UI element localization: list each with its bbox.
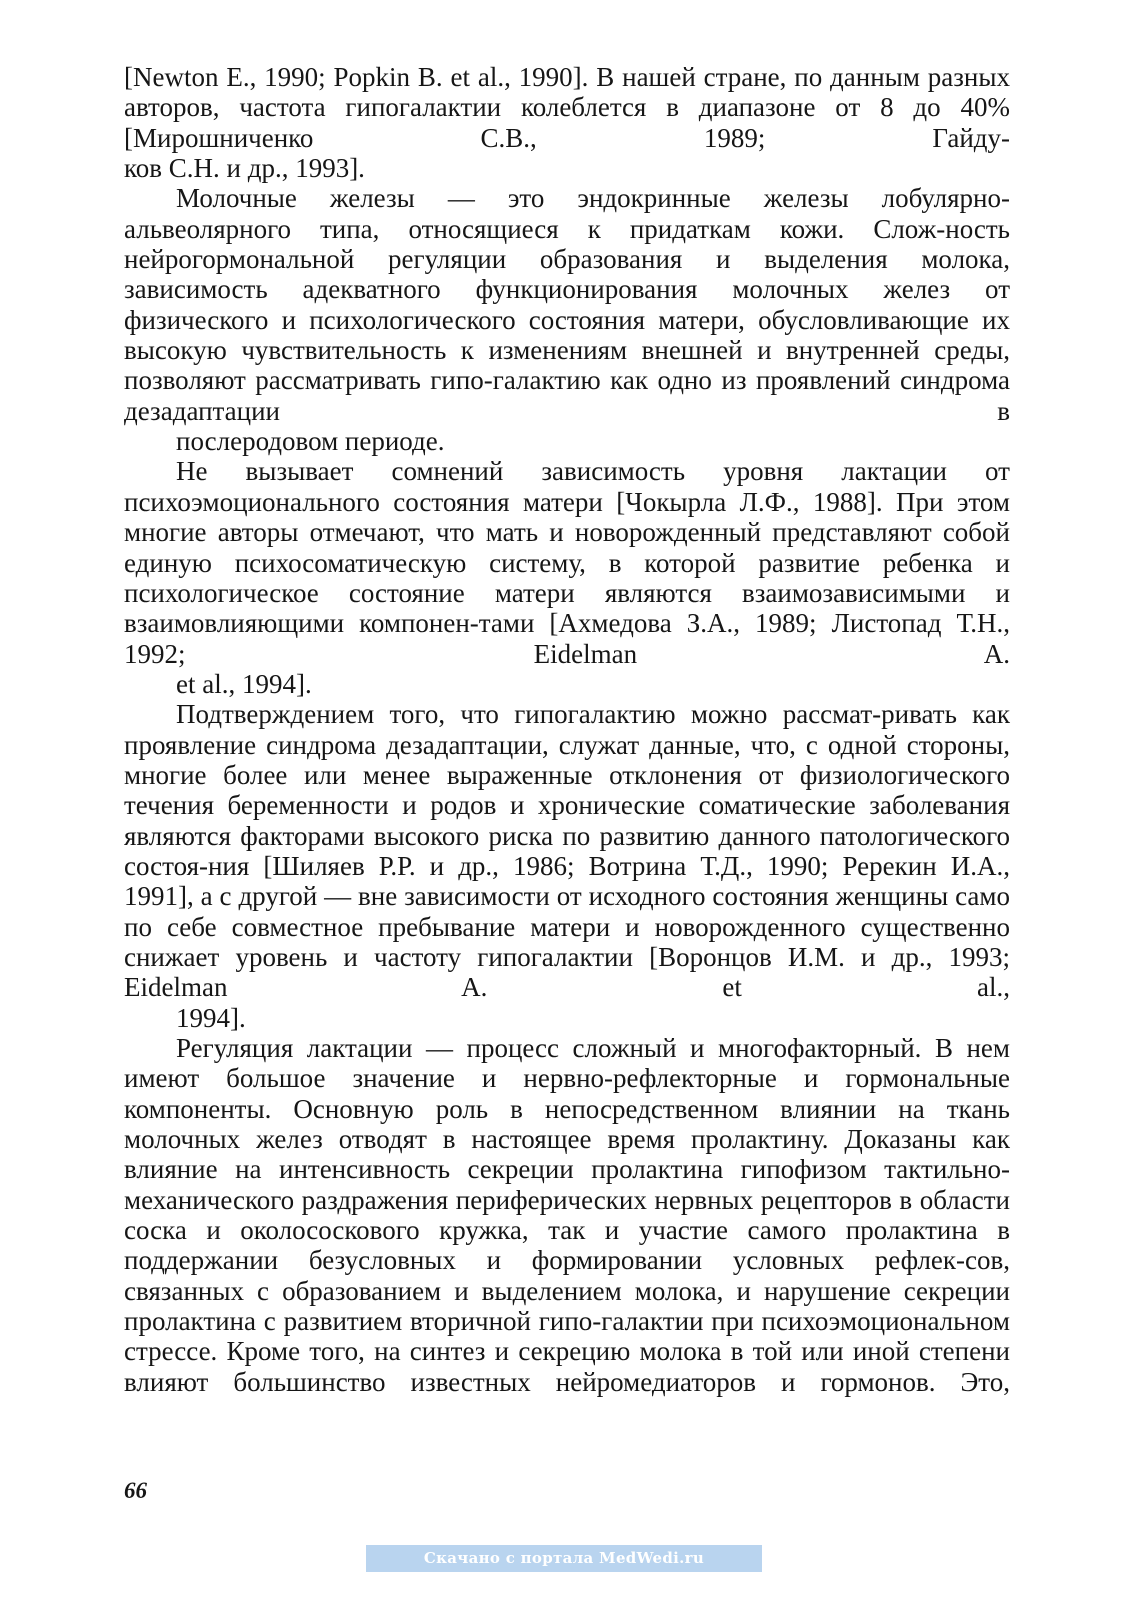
paragraph-3-text: Не вызывает сомнений зависимость уровня лактации от психоэмоционального состояния матери [Чокырла Л.Ф., 1988]. При этом многие авторы отмечают, что мать и новорожденный представляют собой единую психосоматическую систему, в которой развитие ребенка и психологическое состояние матери являются взаимозависимыми и взаимовлияющими компонен-тами [Ахмедова З.А., 1989; Листопад Т.Н., 1992; Eidelman A.: [124, 456, 1010, 669]
paragraph-4: [124, 699, 1010, 1033]
page-number: 66: [124, 1478, 147, 1503]
paragraph-3-last-line: et al., 1994].: [176, 668, 312, 699]
paragraph-2-last-line: послеродовом периоде.: [176, 426, 445, 457]
paragraph-1-last-line: ков С.Н. и др., 1993].: [124, 153, 365, 184]
paragraph-4-last-line: 1994].: [176, 1002, 246, 1033]
paragraph-5-text: Регуляция лактации — процесс сложный и многофакторный. В нем имеют большое значение и нервно-рефлекторные и гормональные компоненты. Основную роль в непосредственном влиянии на ткань молочных желез отводят в настоящее время пролактину. Доказаны как влияние на интенсивность секреции пролактина гипофизом тактильно-механического раздражения периферических нервных рецепторов в области соска и околососкового кружка, так и участие самого пролактина в поддержании безусловных и формировании условных рефлек-сов, связанных с образованием и выделением молока, и нарушение секреции пролактина с развитием вторичной гипо-галактии при психоэмоциональном стрессе. Кроме того, на синтез и секрецию молока в той или иной степени влияют большинство известных нейромедиаторов и гормонов. Это,: [124, 1033, 1010, 1397]
paragraph-5: [124, 1033, 1010, 1397]
paragraph-1: [124, 62, 1010, 183]
paragraph-2-text: Молочные железы — это эндокринные железы лобулярно-альвеолярного типа, относящиеся к придаткам кожи. Слож-ность нейрогормональной регуляции образования и выделения молока, зависимость адекватного функционирования молочных желез от физического и психологического состояния матери, обусловливающие их высокую чувствительность к изменениям внешней и внутренней среды, позволяют рассматривать гипо-галактию как одно из проявлений синдрома дезадаптации в: [124, 183, 1010, 426]
paragraph-4-text: Подтверждением того, что гипогалактию можно рассмат-ривать как проявление синдрома дезадаптации, служат данные, что, с одной стороны, многие более или менее выраженные отклонения от физиологического течения беременности и родов и хронические соматические заболевания являются факторами высокого риска по развитию данного патологического состоя-ния [Шиляев Р.Р. и др., 1986; Вотрина Т.Д., 1990; Ререкин И.А., 1991], а с другой — вне зависимости от исходного состояния женщины само по себе совместное пребывание матери и новорожденного существенно снижает уровень и частоту гипогалактии [Воронцов И.М. и др., 1993; Eidelman A. et al.,: [124, 699, 1010, 1003]
paragraph-2: [124, 183, 1010, 456]
paragraph-3: [124, 456, 1010, 699]
paragraph-1-text: [Newton E., 1990; Popkin B. et al., 1990]. В нашей стране, по данным разных авторов, частота гипогалактии колеблется в диапазоне от 8 до 40% [Мирошниченко С.В., 1989; Гайду-: [124, 62, 1010, 153]
body-text: [124, 62, 1010, 1397]
watermark-banner: Скачано с портала MedWedi.ru: [366, 1545, 762, 1572]
